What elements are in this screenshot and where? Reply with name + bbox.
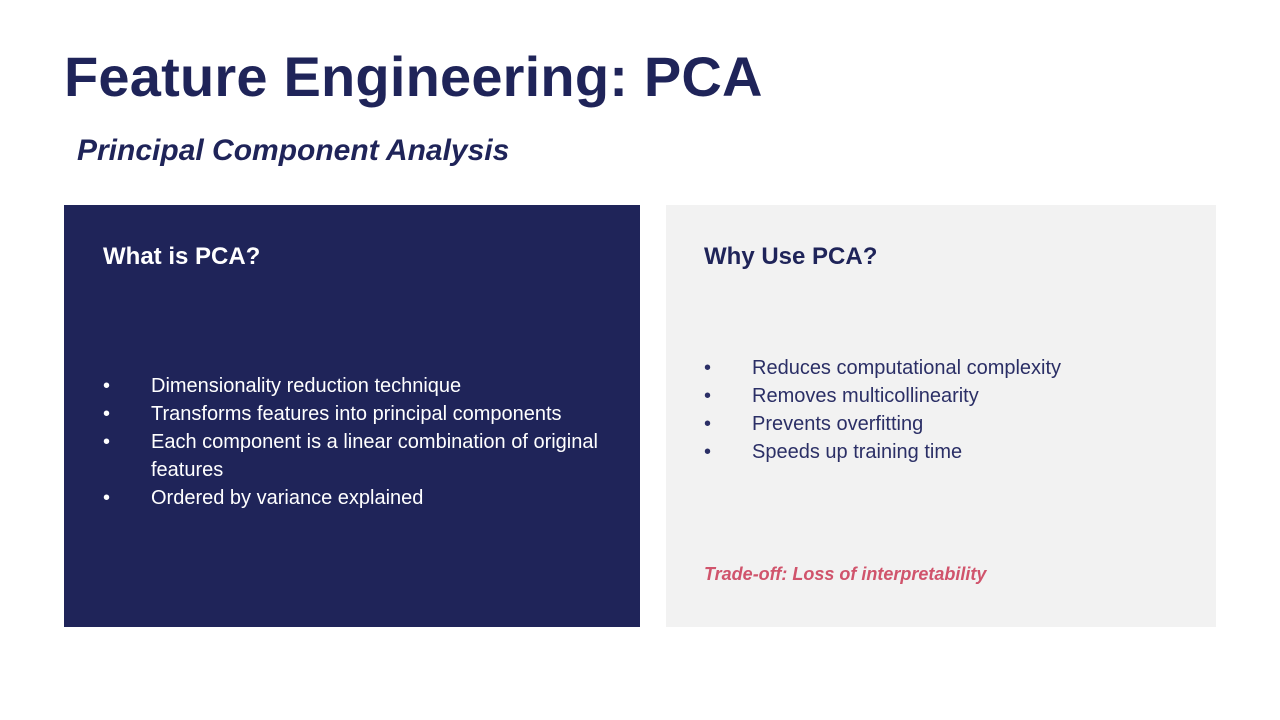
list-item: [704, 382, 1184, 410]
tradeoff-note: Trade-off: Loss of interpretability: [704, 564, 987, 584]
list-item: [704, 438, 1184, 466]
bullet-icon: •: [704, 441, 712, 463]
panel-heading: Why Use PCA?: [704, 243, 878, 270]
bullet-icon: •: [704, 413, 712, 435]
bullet-icon: •: [103, 403, 111, 425]
list-item-text: Reduces computational complexity: [752, 357, 1062, 379]
bullet-icon: •: [704, 357, 712, 379]
list-item: [103, 428, 613, 484]
list-item-text: Each component is a linear combination of original features: [151, 431, 598, 481]
list-item-text: Transforms features into principal components: [151, 403, 562, 425]
bullet-icon: •: [103, 375, 111, 397]
panel-heading: What is PCA?: [103, 243, 261, 270]
list-item-text: Ordered by variance explained: [151, 487, 424, 509]
list-item: [704, 410, 1184, 438]
list-item-text: Speeds up training time: [752, 441, 963, 463]
bullet-icon: •: [103, 431, 111, 453]
slide-subtitle: Principal Component Analysis: [77, 134, 510, 167]
list-item-text: Dimensionality reduction technique: [151, 375, 462, 397]
list-item-text: Prevents overfitting: [752, 413, 924, 435]
bullet-icon: •: [704, 385, 712, 407]
list-item: [103, 372, 613, 400]
list-item-text: Removes multicollinearity: [752, 385, 979, 407]
what-is-pca-panel: [64, 205, 640, 627]
slide-title: Feature Engineering: PCA: [64, 45, 763, 108]
bullet-list: [704, 354, 1184, 466]
list-item: [103, 484, 613, 512]
list-item: [704, 354, 1184, 382]
list-item: [103, 400, 613, 428]
bullet-list: [103, 372, 613, 512]
why-use-pca-panel: [666, 205, 1216, 627]
bullet-icon: •: [103, 487, 111, 509]
